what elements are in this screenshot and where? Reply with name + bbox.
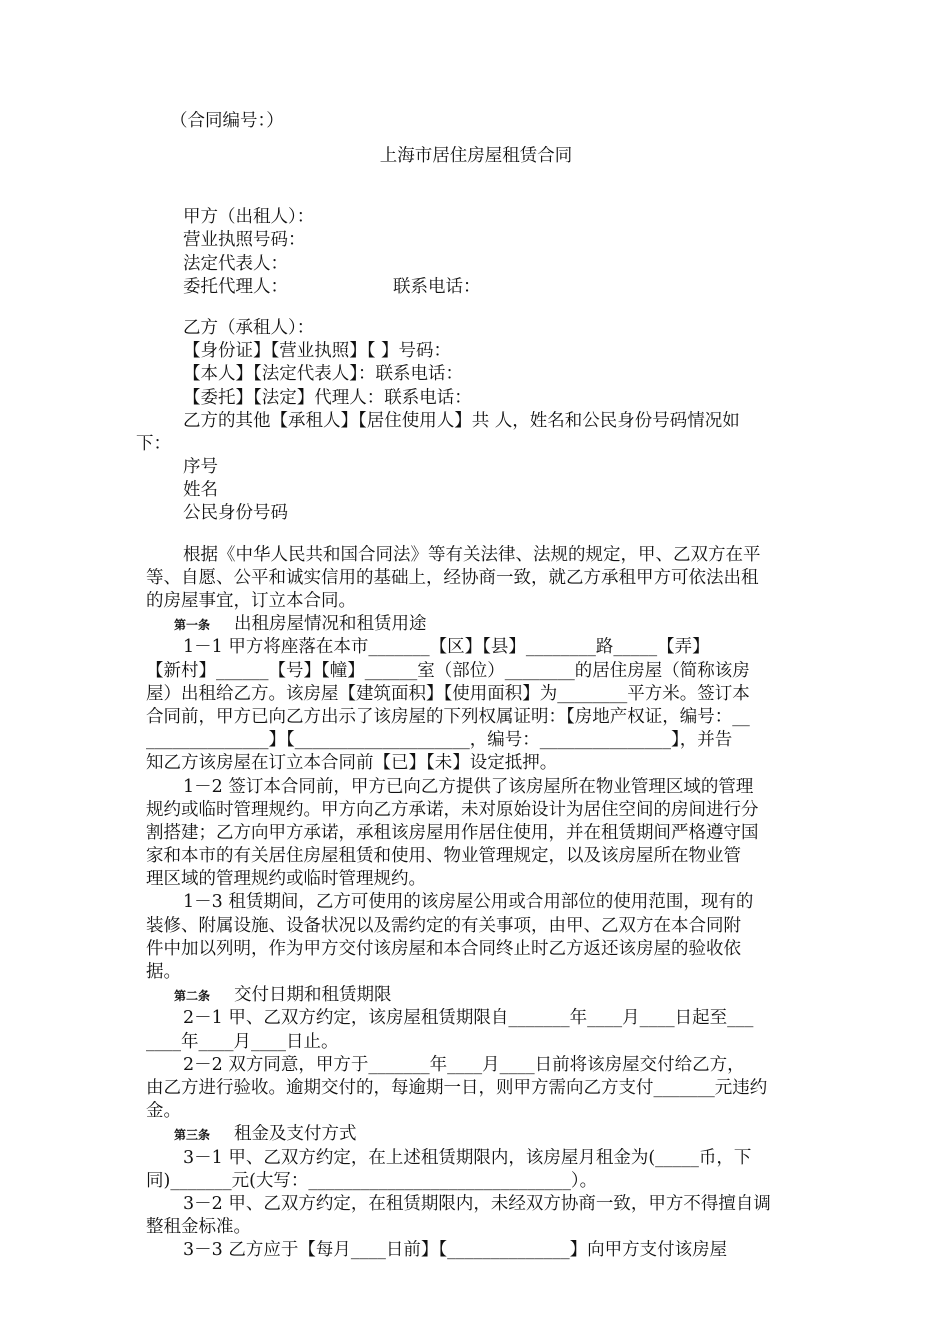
clause-1-1-line: ______________】【____________________，编号：_______________】，并告 xyxy=(146,730,733,751)
clause-1-3-line: 件中加以列明，作为甲方交付该房屋和本合同终止时乙方返还该房屋的验收依 xyxy=(146,938,741,959)
article-2-heading xyxy=(146,984,806,1007)
preamble-line: 的房屋事宜，订立本合同。 xyxy=(146,591,356,611)
party-b-agent-line: 【委托】【法定】代理人：联系电话： xyxy=(183,387,472,408)
article-3-number: 第三条 xyxy=(174,1128,211,1143)
party-b-label: 乙方（承租人）： xyxy=(183,317,315,338)
clause-3-2-line: 整租金标准。 xyxy=(146,1217,251,1238)
party-b-id-line: 【身份证】【营业执照】【 】号码： xyxy=(183,341,452,362)
contract-number: （合同编号：） xyxy=(170,111,284,131)
clause-1-2-line: 家和本市的有关居住房屋租赁和使用、物业管理规定，以及该房屋所在物业管 xyxy=(146,846,741,867)
clause-2-1-line: 2－1 甲、乙双方约定，该房屋租赁期限自_______年____月____日起至___ xyxy=(183,1008,754,1029)
clause-1-1-line: 1－1 甲方将座落在本市_______【区】【县】________路_____【弄】 xyxy=(183,637,710,658)
article-3-title: 租金及支付方式 xyxy=(234,1124,357,1145)
clause-1-3-line: 1－3 租赁期间，乙方可使用的该房屋公用或合用部位的使用范围，现有的 xyxy=(183,892,754,913)
contract-page xyxy=(136,110,806,1262)
clause-1-3-line: 据。 xyxy=(146,962,181,982)
column-name: 姓名 xyxy=(183,480,218,501)
party-b-others-line2: 下： xyxy=(136,433,171,454)
clause-2-1-line: ____年____月____日止。 xyxy=(146,1031,339,1052)
preamble-line: 等、自愿、公平和诚实信用的基础上，经协商一致，就乙方承租甲方可依法出租 xyxy=(146,567,759,588)
clause-3-2-line: 3－2 甲、乙双方约定，在租赁期限内，未经双方协商一致，甲方不得擅自调 xyxy=(183,1193,771,1214)
article-1-heading xyxy=(146,613,806,636)
party-a-label: 甲方（出租人）： xyxy=(183,207,315,228)
clause-1-1-line: 【新村】______【号】【幢】______室（部位）________的居住房屋（简称该房 xyxy=(146,660,750,681)
clause-3-1-line: 同)_______元(大写：______________________________）。 xyxy=(146,1170,598,1191)
clause-1-2-line: 割搭建；乙方向甲方承诺，承租该房屋用作居住使用，并在租赁期间严格遵守国 xyxy=(146,822,759,843)
article-1-title: 出租房屋情况和租赁用途 xyxy=(234,614,427,635)
clause-1-2-line: 理区域的管理规约或临时管理规约。 xyxy=(146,869,426,890)
article-1-number: 第一条 xyxy=(174,618,211,633)
clause-1-2-line: 1－2 签订本合同前，甲方已向乙方提供了该房屋所在物业管理区域的管理 xyxy=(183,776,754,797)
clause-1-1-line: 知乙方该房屋在订立本合同前【已】【未】设定抵押。 xyxy=(146,753,558,774)
column-id: 公民身份号码 xyxy=(183,503,288,524)
article-2-title: 交付日期和租赁期限 xyxy=(234,985,392,1006)
clause-1-2-line: 规约或临时管理规约。甲方向乙方承诺，未对原始设计为居住空间的房间进行分 xyxy=(146,799,759,820)
party-a-agent: 委托代理人： xyxy=(183,276,288,297)
clause-1-1-line: 屋）出租给乙方。该房屋【建筑面积】【使用面积】为________平方米。签订本 xyxy=(146,683,750,704)
party-b-self-line: 【本人】【法定代表人】：联系电话： xyxy=(183,364,463,385)
clause-2-2-line: 金。 xyxy=(146,1101,181,1122)
clause-3-3-line: 3－3 乙方应于【每月____日前】【______________】向甲方支付该房屋 xyxy=(183,1240,728,1261)
clause-3-1-line: 3－1 甲、乙双方约定，在上述租赁期限内，该房屋月租金为(_____币，下 xyxy=(183,1147,752,1168)
column-seq: 序号 xyxy=(183,457,218,478)
party-a-phone: 联系电话： xyxy=(393,276,481,297)
article-2-number: 第二条 xyxy=(174,989,211,1004)
article-3-heading xyxy=(146,1123,806,1146)
clause-2-2-line: 2－2 双方同意，甲方于_______年____月____日前将该房屋交付给乙方， xyxy=(183,1054,745,1075)
party-a-license: 营业执照号码： xyxy=(183,230,306,251)
party-a-agent-row xyxy=(146,276,806,299)
clause-1-3-line: 装修、附属设施、设备状况以及需约定的有关事项，由甲、乙双方在本合同附 xyxy=(146,915,741,936)
party-a-legal-rep: 法定代表人： xyxy=(183,253,288,274)
preamble-line: 根据《中华人民共和国合同法》等有关法律、法规的规定，甲、乙双方在平 xyxy=(183,544,761,565)
party-b-others-line1: 乙方的其他【承租人】【居住使用人】共 人，姓名和公民身份号码情况如 xyxy=(183,410,740,431)
clause-1-1-line: 合同前，甲方已向乙方出示了该房屋的下列权属证明：【房地产权证，编号：__ xyxy=(146,706,750,727)
clause-2-2-line: 由乙方进行验收。逾期交付的，每逾期一日，则甲方需向乙方支付_______元违约 xyxy=(146,1077,768,1098)
contract-title: 上海市居住房屋租赁合同 xyxy=(379,146,573,167)
